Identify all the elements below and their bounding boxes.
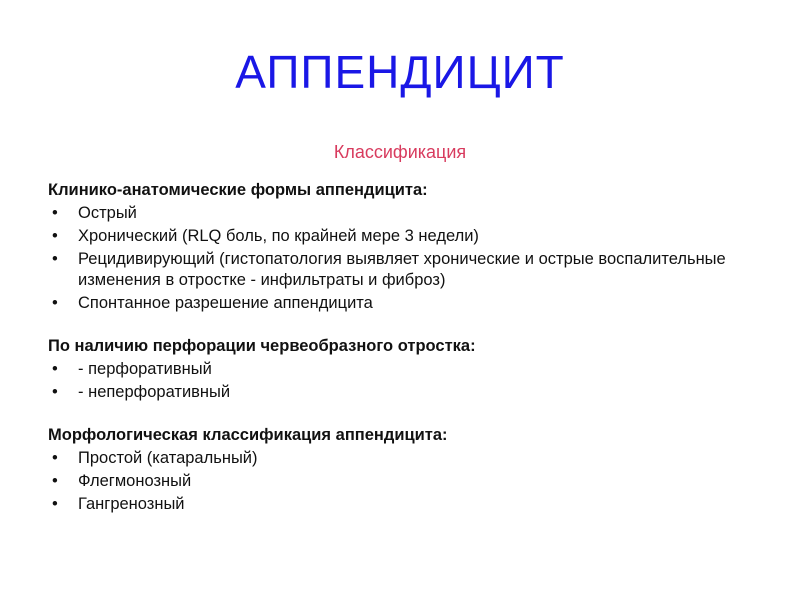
list-item: • Флегмонозный: [48, 471, 768, 492]
list-item: • Хронический (RLQ боль, по крайней мере 3 недели): [48, 226, 768, 247]
section-heading: Морфологическая классификация аппендицита:: [48, 426, 448, 444]
list-item: • Рецидивирующий (гистопатология выявляет хронические и острые воспалительные изменения в отростке - инфильтраты и фиброз): [48, 249, 768, 291]
slide-title: АППЕНДИЦИТ: [235, 46, 565, 98]
list-item: • Острый: [48, 203, 768, 224]
list-item: • Гангренозный: [48, 494, 768, 515]
list-item: • - неперфоративный: [48, 382, 768, 403]
bullet-list: [48, 203, 768, 314]
section-heading: Клинико-анатомические формы аппендицита:: [48, 181, 428, 199]
bullet-list: [48, 359, 768, 403]
section-clinical-forms: [48, 179, 768, 314]
list-item: • Простой (катаральный): [48, 448, 768, 469]
section-perforation: [48, 335, 768, 403]
list-item: • Спонтанное разрешение аппендицита: [48, 293, 768, 314]
list-item: • - перфоративный: [48, 359, 768, 380]
section-morphological: [48, 424, 768, 515]
slide-subtitle: Классификация: [333, 142, 467, 162]
section-heading: По наличию перфорации червеобразного отростка:: [48, 337, 476, 355]
bullet-list: [48, 448, 768, 515]
slide-content: [48, 179, 768, 515]
